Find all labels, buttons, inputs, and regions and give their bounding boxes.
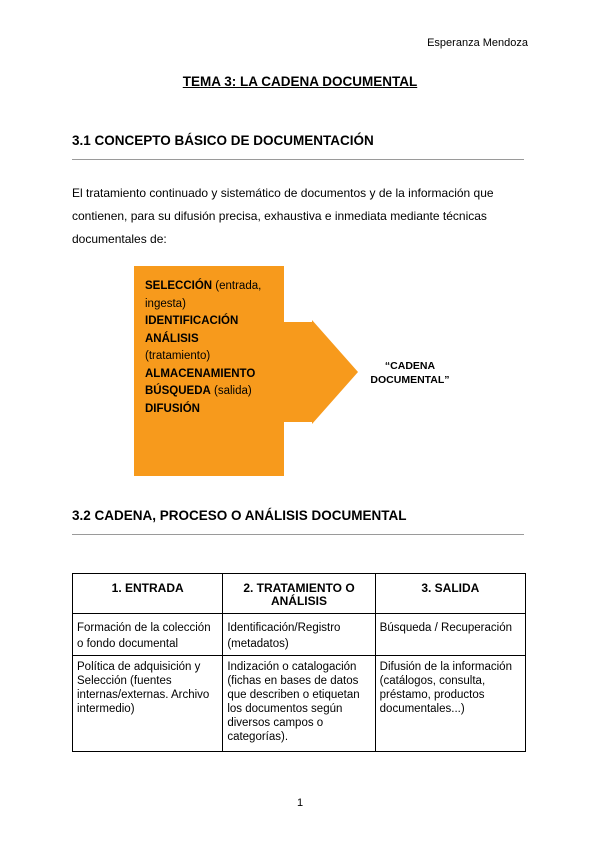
table-header-cell: 3. SALIDA [375, 574, 525, 614]
table-cell: Difusión de la información (catálogos, consulta, préstamo, productos documentales...) [375, 656, 525, 752]
technique-item: ALMACENAMIENTO [145, 367, 256, 380]
section-heading-chain: 3.2 CADENA, PROCESO O ANÁLISIS DOCUMENTAL [72, 508, 407, 523]
diagram-result-label: “CADENA DOCUMENTAL” [370, 360, 450, 386]
page-title: TEMA 3: LA CADENA DOCUMENTAL [182, 74, 418, 89]
table-cell: Búsqueda / Recuperación [375, 614, 525, 656]
table-header-cell: 1. ENTRADA [73, 574, 223, 614]
page-number: 1 [296, 797, 304, 809]
technique-item: SELECCIÓN (entrada, [145, 280, 262, 292]
definition-paragraph [72, 182, 532, 251]
paragraph-line: documentales de: [72, 232, 167, 246]
table-header-row [73, 574, 526, 614]
paragraph-line: contienen, para su difusión precisa, exhaustiva e inmediata mediante técnicas [72, 209, 487, 223]
table-row [73, 656, 526, 752]
section-divider [72, 159, 524, 160]
table-row [73, 614, 526, 656]
section-divider [72, 534, 524, 535]
table-cell: Política de adquisición y Selección (fuentes internas/externas. Archivo intermedio) [73, 656, 223, 752]
chain-table [72, 573, 526, 752]
document-chain-diagram [134, 266, 514, 476]
paragraph-line: El tratamiento continuado y sistemático de documentos y de la información que [72, 186, 494, 200]
technique-item: BÚSQUEDA (salida) [145, 385, 252, 397]
technique-item: DIFUSIÓN [145, 402, 200, 415]
technique-item: ANÁLISIS [145, 332, 199, 345]
technique-list [145, 278, 285, 418]
section-heading-concept: 3.1 CONCEPTO BÁSICO DE DOCUMENTACIÓN [72, 133, 374, 148]
header-author: Esperanza Mendoza [427, 37, 528, 49]
technique-item: ingesta) [145, 297, 186, 310]
table-cell: Identificación/Registro (metadatos) [223, 614, 375, 656]
technique-item: IDENTIFICACIÓN [145, 315, 239, 327]
table-header-cell: 2. TRATAMIENTO O ANÁLISIS [223, 574, 375, 614]
table-cell: Indización o catalogación (fichas en bases de datos que describen o etiquetan los documentos según diversos campos o categorías). [223, 656, 375, 752]
table-cell: Formación de la colección o fondo documental [73, 614, 223, 656]
technique-item: (tratamiento) [145, 350, 211, 362]
